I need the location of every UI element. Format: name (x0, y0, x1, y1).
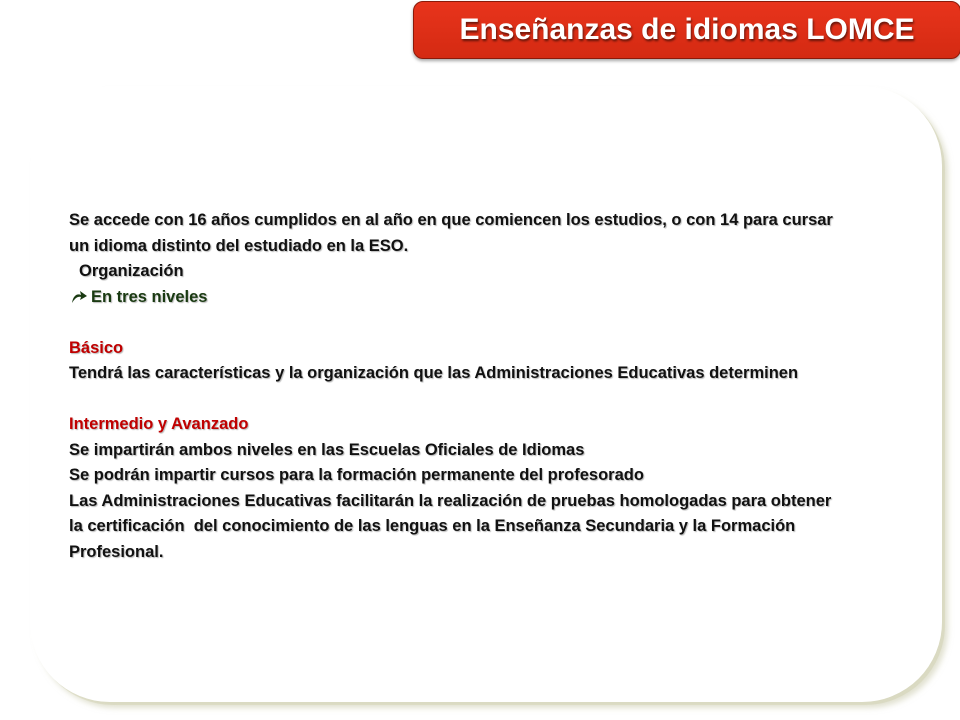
intermedio-line-2: Se podrán impartir cursos para la formación permanente del profesorado (69, 466, 644, 484)
intro-line-2: un idioma distinto del estudiado en la ESO. (69, 236, 409, 255)
intermedio-heading: Intermedio y Avanzado (69, 415, 249, 433)
basico-text: Tendrá las características y la organización que las Administraciones Educativas determinen (69, 364, 799, 382)
intro-line-1: Se accede con 16 años cumplidos en al año en que comiencen los estudios, o con 14 para cursar (69, 211, 833, 229)
intermedio-line-1: Se impartirán ambos niveles en las Escuelas Oficiales de Idiomas (69, 440, 585, 459)
title-banner (413, 1, 960, 59)
niveles-bullet-text: En tres niveles (91, 287, 208, 306)
spacer (69, 310, 909, 336)
spacer (69, 387, 909, 413)
curved-arrow-icon (69, 287, 89, 307)
intermedio-line-5: Profesional. (69, 542, 164, 561)
slide-title: Enseñanzas de idiomas LOMCE (459, 13, 915, 46)
intermedio-line-3: Las Administraciones Educativas facilitarán la realización de pruebas homologadas para obtener (69, 491, 832, 510)
basico-heading: Básico (69, 338, 124, 357)
organizacion-heading: Organización (79, 262, 184, 280)
content-body (69, 208, 909, 565)
intermedio-line-4: la certificación del conocimiento de las lenguas en la Enseñanza Secundaria y la Formación (69, 517, 796, 535)
niveles-bullet-row (69, 285, 909, 311)
